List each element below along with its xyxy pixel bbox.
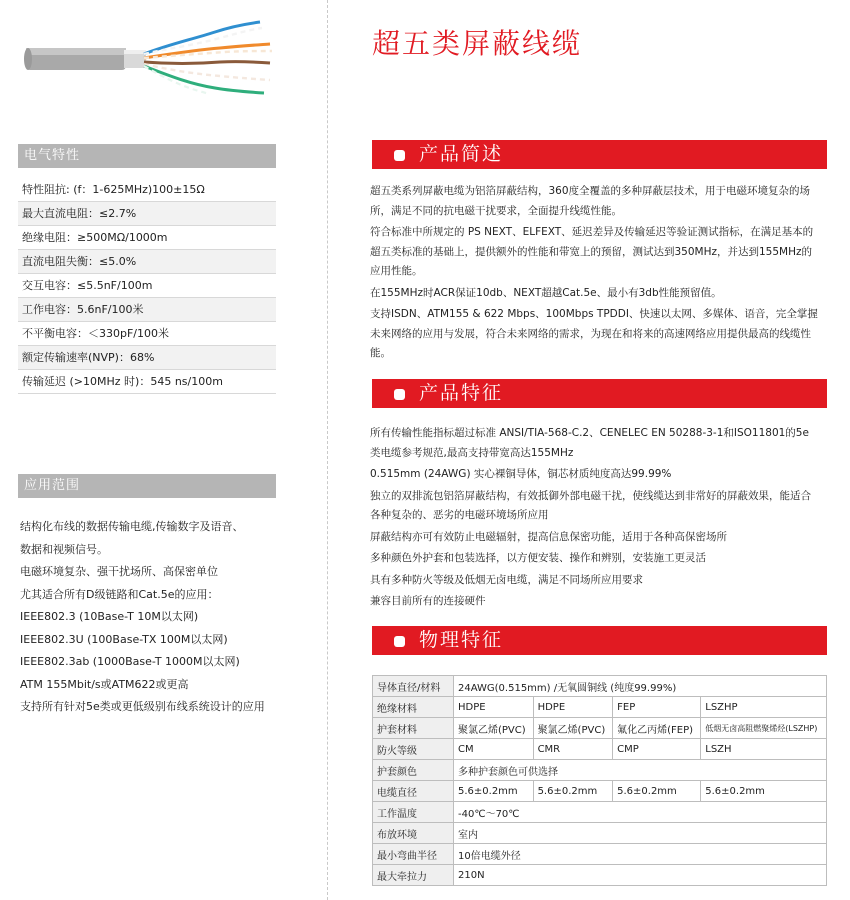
table-cell: -40℃～70℃ <box>454 802 827 823</box>
table-row <box>373 760 827 781</box>
paragraph: 支持ISDN、ATM155 & 622 Mbps、100Mbps TPDDI、快速以太网、多媒体、语音，完全掌握未来网络的应用与发展，符合未来网络的需求，为现在和将来的高速网络应用提供最高的线缆性能。 <box>370 308 818 359</box>
list-item: 支持所有针对5e类或更低级别布线系统设计的应用 <box>20 700 265 713</box>
electrical-header: 电气特性 <box>18 144 276 168</box>
table-cell: 低烟无卤高阻燃聚烯烃(LSZHP) <box>701 718 827 739</box>
physical-header <box>372 626 827 655</box>
table-cell: 5.6±0.2mm <box>613 781 701 802</box>
table-cell: FEP <box>613 697 701 718</box>
table-label: 护套颜色 <box>373 760 454 781</box>
table-label: 工作温度 <box>373 802 454 823</box>
paragraph: 符合标准中所规定的 PS NEXT、ELFEXT、延迟差异及传输延迟等验证测试指标，在满足基本的超五类标准的基础上，提供额外的性能和带宽上的预留，测试达到350MHz，并达到155MHz的应用性能。 <box>370 226 814 277</box>
cable-illustration <box>20 18 280 98</box>
table-cell: HDPE <box>533 697 613 718</box>
table-cell: LSZH <box>701 739 827 760</box>
table-cell: CM <box>454 739 534 760</box>
table-cell: 多种护套颜色可供选择 <box>454 760 827 781</box>
table-label: 布放环境 <box>373 823 454 844</box>
table-cell: 5.6±0.2mm <box>454 781 534 802</box>
table-row <box>373 781 827 802</box>
square-bullet-icon <box>394 150 405 161</box>
paragraph: 0.515mm (24AWG) 实心裸铜导体，铜芯材质纯度高达99.99% <box>370 468 672 480</box>
table-label: 最大牵拉力 <box>373 865 454 886</box>
right-column <box>356 0 826 900</box>
table-cell: CMR <box>533 739 613 760</box>
table-row <box>373 697 827 718</box>
list-item: 工作电容：5.6nF/100米 <box>18 298 276 322</box>
table-label: 护套材料 <box>373 718 454 739</box>
electrical-spec-list <box>18 178 276 394</box>
features-header <box>372 379 827 408</box>
paragraph: 所有传输性能指标超过标准 ANSI/TIA-568-C.2、CENELEC EN 50288-3-1和ISO11801的5e类电缆参考规范,最高支持带宽高达155MHz <box>370 427 809 459</box>
list-item: 数据和视频信号。 <box>20 542 108 556</box>
table-cell: 聚氯乙烯(PVC) <box>533 718 613 739</box>
overview-header-label: 产品简述 <box>419 143 504 165</box>
paragraph: 兼容目前所有的连接硬件 <box>370 595 486 607</box>
list-item: 结构化布线的数据传输电缆,传输数字及语音、 <box>20 520 244 533</box>
table-row <box>373 718 827 739</box>
paragraph: 独立的双排流包铝箔屏蔽结构，有效抵御外部电磁干扰，使线缆达到非常好的屏蔽效果，能适合各种复杂的、恶劣的电磁环境场所应用 <box>370 489 811 521</box>
table-cell: 室内 <box>454 823 827 844</box>
table-row <box>373 676 827 697</box>
list-item: 额定传输速率(NVP)：68% <box>18 346 276 370</box>
table-label: 防火等级 <box>373 739 454 760</box>
application-list <box>20 516 310 719</box>
table-label: 导体直径/材料 <box>373 676 454 697</box>
physical-header-label: 物理特征 <box>419 629 504 651</box>
paragraph: 超五类系列屏蔽电缆为铝箔屏蔽结构，360度全覆盖的多种屏蔽层技术，用于电磁环境复杂的场所，满足不同的抗电磁干扰要求，全面提升线缆性能。 <box>370 185 811 217</box>
list-item: IEEE802.3U (100Base-TX 100M以太网) <box>20 632 228 646</box>
list-item: 尤其适合所有D级链路和Cat.5e的应用： <box>20 587 219 601</box>
table-label: 最小弯曲半径 <box>373 844 454 865</box>
table-cell: 聚氯乙烯(PVC) <box>454 718 534 739</box>
physical-spec-table <box>372 675 827 886</box>
table-cell: LSZHP <box>701 697 827 718</box>
column-divider <box>327 0 328 900</box>
table-label: 绝缘材料 <box>373 697 454 718</box>
square-bullet-icon <box>394 636 405 647</box>
table-cell: HDPE <box>454 697 534 718</box>
table-cell: 5.6±0.2mm <box>701 781 827 802</box>
table-cell: 210N <box>454 865 827 886</box>
paragraph: 在155MHz时ACR保证10db、NEXT超越Cat.5e、最小有3db性能预留值。 <box>370 286 722 299</box>
overview-header <box>372 140 827 169</box>
left-column <box>0 0 318 900</box>
table-cell: 5.6±0.2mm <box>533 781 613 802</box>
list-item: 直流电阻失衡：≤5.0% <box>18 250 276 274</box>
list-item: ATM 155Mbit/s或ATM622或更高 <box>20 677 189 691</box>
application-header: 应用范围 <box>18 474 276 498</box>
table-label: 电缆直径 <box>373 781 454 802</box>
features-text <box>370 424 818 614</box>
square-bullet-icon <box>394 389 405 400</box>
paragraph: 屏蔽结构亦可有效防止电磁辐射，提高信息保密功能，适用于各种高保密场所 <box>370 530 727 543</box>
list-item: IEEE802.3 (10Base-T 10M以太网) <box>20 610 199 623</box>
list-item: 传输延迟 (>10MHz 时)：545 ns/100m <box>18 370 276 394</box>
table-cell: 10倍电缆外径 <box>454 844 827 865</box>
list-item: 电磁环境复杂、强干扰场所、高保密单位 <box>20 565 218 578</box>
table-row <box>373 739 827 760</box>
list-item: 最大直流电阻：≤2.7% <box>18 202 276 226</box>
table-cell: 氟化乙丙烯(FEP) <box>613 718 701 739</box>
table-cell: CMP <box>613 739 701 760</box>
table-row <box>373 823 827 844</box>
paragraph: 具有多种防火等级及低烟无卤电缆，满足不同场所应用要求 <box>370 573 643 586</box>
table-row <box>373 844 827 865</box>
list-item: 绝缘电阻：≥500MΩ/1000m <box>18 226 276 250</box>
list-item: 特性阻抗: (f：1-625MHz)100±15Ω <box>18 178 276 202</box>
table-cell: 24AWG(0.515mm) /无氧圆铜线 (纯度99.99%) <box>454 676 827 697</box>
list-item: IEEE802.3ab (1000Base-T 1000M以太网) <box>20 655 240 668</box>
list-item: 不平衡电容：＜330pF/100米 <box>18 322 276 346</box>
features-header-label: 产品特征 <box>419 382 504 404</box>
paragraph: 多种颜色外护套和包装选择，以方便安装、操作和辨别，安装施工更灵活 <box>370 552 706 564</box>
overview-text <box>370 182 818 366</box>
table-row <box>373 802 827 823</box>
list-item: 交互电容：≤5.5nF/100m <box>18 274 276 298</box>
table-row <box>373 865 827 886</box>
page-title: 超五类屏蔽线缆 <box>372 27 583 60</box>
